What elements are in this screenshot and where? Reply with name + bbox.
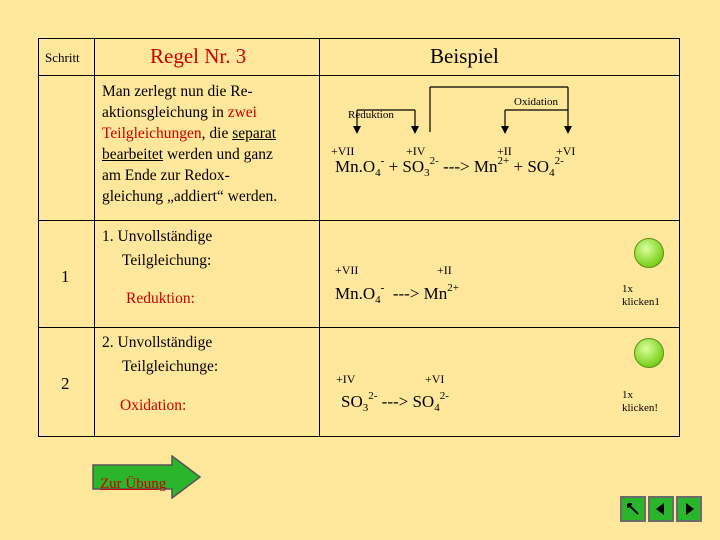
rule-underline-separat: separat	[232, 125, 277, 142]
ox-number-vii: +VII	[331, 144, 355, 158]
eq-sup-2minus-b: 2-	[554, 155, 564, 167]
eq-arrow-mn: ---> Mn	[392, 284, 448, 303]
rule-line-2	[102, 102, 277, 123]
table-border-bottom	[38, 436, 680, 437]
eq-sub-3: 3	[424, 167, 430, 179]
rule-line-1: Man zerlegt nun die Re-	[102, 83, 253, 100]
row-divider-2	[38, 220, 680, 221]
eq-so: SO	[341, 392, 363, 411]
table-border-right	[679, 38, 680, 436]
eq-sub-4: 4	[375, 294, 381, 306]
step1-ox-vii: +VII	[335, 263, 359, 277]
eq-plus-so: + SO	[388, 157, 425, 176]
rule-highlight-zwei: zwei	[227, 104, 257, 121]
eq-mn: Mn	[335, 284, 359, 303]
eq-plus: +	[513, 157, 524, 176]
hint-line: 1x	[622, 283, 633, 295]
eq-sub-4b: 4	[549, 167, 555, 179]
rule-line-4	[102, 144, 277, 165]
table-border-left	[38, 38, 39, 436]
eq-sup-2minus: 2-	[429, 155, 439, 167]
beispiel-header: Beispiel	[430, 44, 499, 68]
eq-sup-minus: -	[380, 155, 385, 167]
step2-title-2: Teilgleichunge:	[122, 358, 219, 375]
ox-number-iv: +IV	[406, 144, 426, 158]
eq-o: O	[362, 157, 376, 176]
rule-line-6: gleichung „addiert“ werden.	[102, 188, 278, 205]
rule-line-5: am Ende zur Redox-	[102, 167, 230, 184]
eq-sub-4: 4	[434, 402, 440, 414]
ox-number-ii: +II	[497, 144, 512, 158]
rule-line-3	[102, 123, 277, 144]
eq-sup-2plus: 2+	[497, 155, 510, 167]
eq-o: O	[362, 284, 376, 303]
eq-sub-3: 3	[362, 402, 369, 414]
eq-sup-2minus: 2-	[368, 390, 378, 402]
hint-line: klicken!	[622, 402, 659, 414]
col-divider-1	[94, 38, 95, 436]
first-icon	[622, 498, 644, 520]
rule-underline-bearbeitet: bearbeitet	[102, 146, 164, 163]
step2-ox-iv: +IV	[336, 372, 356, 386]
nav-button-first[interactable]	[620, 496, 646, 522]
nav-button-back[interactable]	[648, 496, 674, 522]
regel-title: Regel Nr. 3	[150, 44, 247, 68]
step2-oxidation-label: Oxidation:	[120, 397, 187, 414]
smiley-2-icon[interactable]	[634, 338, 664, 368]
schritt-header: Schritt	[45, 50, 80, 65]
rule-text	[102, 81, 277, 207]
forward-icon	[678, 498, 700, 520]
step2-equation	[341, 392, 449, 412]
step-number-2: 2	[61, 374, 70, 393]
rule-text-span: , die	[201, 125, 233, 142]
hint-line: 1x	[622, 389, 633, 401]
eq-sub-4: 4	[375, 167, 381, 179]
rule-text-span: aktionsgleichung in	[102, 104, 228, 121]
reduktion-label: Reduktion	[348, 109, 394, 121]
step1-title-1: 1. Unvollständige	[102, 228, 213, 245]
eq-mn: Mn	[335, 157, 359, 176]
step1-reduktion-label: Reduktion:	[126, 290, 195, 307]
example-equation: $Mn.O_4^- + SO_3^{2-}$ ---> $Mn^{2+} + SO_4^{2-}$	[335, 155, 564, 179]
oxidation-label: Oxidation	[514, 96, 558, 108]
step1-title-2: Teilgleichung:	[122, 252, 212, 269]
row-divider-1	[38, 75, 680, 76]
eq-sup-2plus: 2+	[447, 282, 459, 294]
rule-text-span: werden und ganz	[163, 146, 273, 163]
step2-title-1: 2. Unvollständige	[102, 334, 213, 351]
smiley-1-icon[interactable]	[634, 238, 664, 268]
zur-uebung-link[interactable]: Zur Übung	[100, 476, 167, 492]
eq-arrow-so: ---> SO	[381, 392, 435, 411]
step1-ox-ii: +II	[437, 263, 452, 277]
eq-sup-minus: -	[380, 282, 385, 294]
eq-arrow-mn: ---> Mn	[443, 157, 498, 176]
eq-sup-2minus-b: 2-	[439, 390, 449, 402]
step-number-1: 1	[61, 267, 70, 286]
rule-highlight-teilgleichungen: Teilgleichungen	[102, 125, 202, 142]
back-icon	[650, 498, 672, 520]
table-border-top	[38, 38, 680, 39]
eq-so: SO	[527, 157, 550, 176]
step2-ox-vi: +VI	[425, 372, 445, 386]
step1-equation: $Mn.O_4^-$ ---> $Mn^{2+}$	[335, 282, 459, 306]
ox-number-vi: +VI	[556, 144, 576, 158]
hint-line: klicken1	[622, 296, 660, 308]
nav-button-forward[interactable]	[676, 496, 702, 522]
row-divider-3	[38, 327, 680, 328]
step1-hint	[622, 283, 660, 309]
step2-hint	[622, 389, 658, 415]
